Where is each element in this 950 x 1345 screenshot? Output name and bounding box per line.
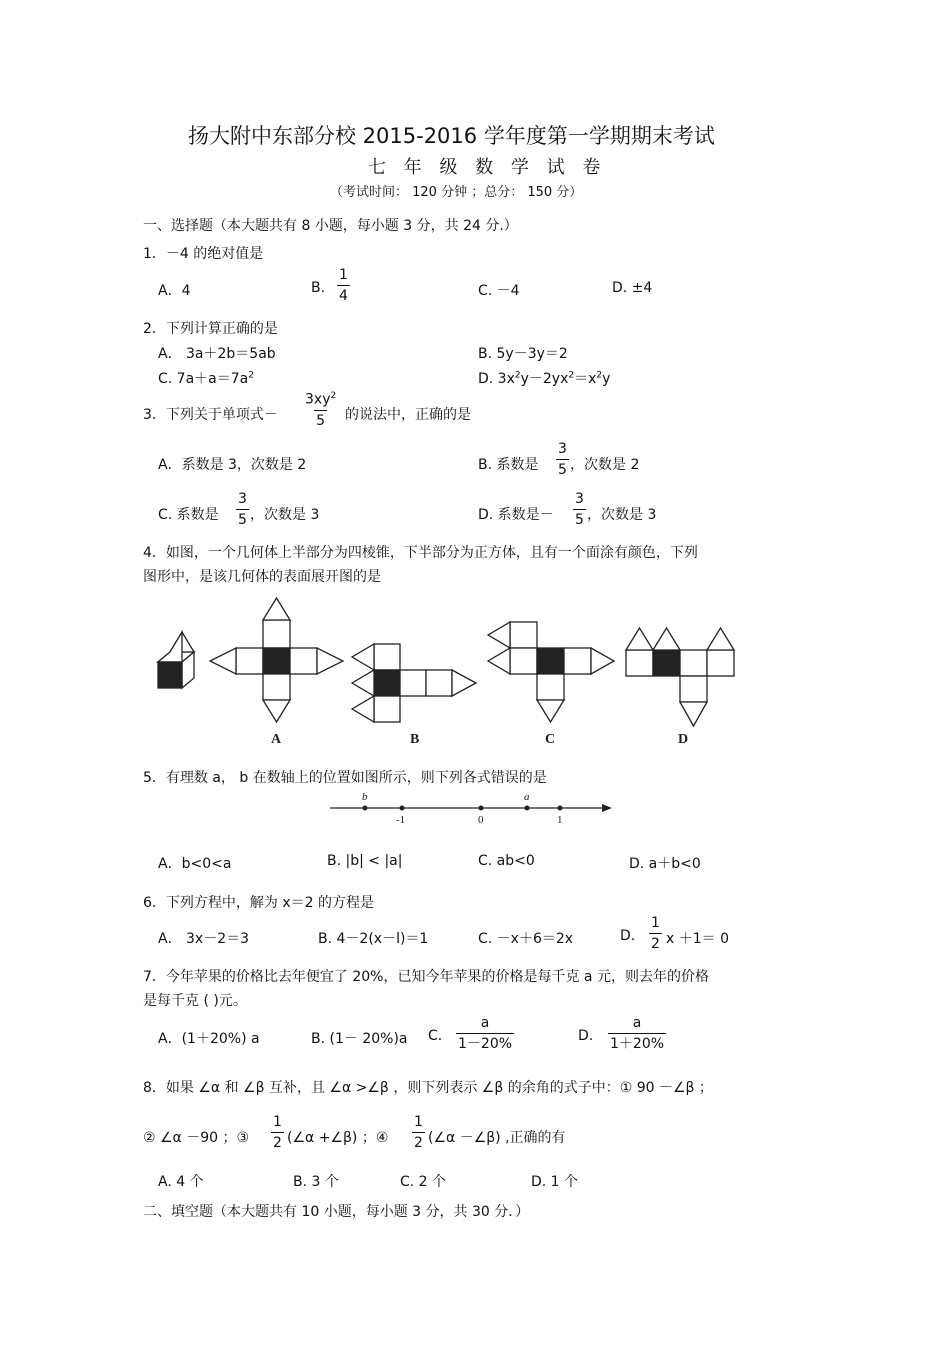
q8-option-d: D. 1 个 — [531, 1174, 579, 1190]
q2-option-a: A． 3a＋2b＝5ab — [158, 346, 276, 362]
exam-info: （考试时间： 120 分钟 ；总分： 150 分） — [330, 185, 583, 200]
q6-option-a: A． 3x－2＝3 — [158, 931, 250, 947]
q4-label-b: B — [410, 732, 420, 747]
q5-stem: 5．有理数 a， b 在数轴上的位置如图所示，则下列各式错误的是 — [143, 770, 547, 786]
q5-tick-one: 1 — [557, 814, 563, 826]
q4-stem-line1: 4．如图，一个几何体上半部分为四棱锥，下半部分为正方体，且有一个面涂有颜色，下列 — [143, 545, 698, 561]
q6-option-c: C. －x＋6＝2x — [478, 931, 574, 947]
q4-stem-line2: 图形中，是该几何体的表面展开图的是 — [143, 569, 381, 585]
q8-option-a: A. 4 个 — [158, 1174, 204, 1190]
q5-point-b-label: b — [362, 791, 368, 803]
q3-option-d-fraction: $\frac{3}{5}$ — [575, 491, 584, 528]
q6-option-d-equation: x ＋1＝ 0 — [666, 931, 729, 947]
q8-option-b: B. 3 个 — [293, 1174, 339, 1190]
q4-label-d: D — [678, 732, 689, 747]
q4-label-a: A — [271, 732, 282, 747]
q2-option-d: D. $3x^2y-2yx^2=x^2y$ — [478, 370, 611, 387]
q1-stem: 1．－4 的绝对值是 — [143, 246, 264, 262]
q3-option-b-fraction: $\frac{3}{5}$ — [558, 441, 567, 478]
q5-option-a: A．b<0<a — [158, 856, 232, 872]
q6-option-d: D. — [620, 928, 636, 944]
exam-title: 扬大附中东部分校 2015-2016 学年度第一学期期末考试 — [188, 124, 715, 148]
q5-number-line — [325, 788, 620, 828]
q8-stem-line2-end: (∠α －∠β) ,正确的有 — [428, 1130, 566, 1146]
q3-option-d-degree: ，次数是 3 — [587, 507, 657, 523]
q3-option-c-degree: ，次数是 3 — [250, 507, 320, 523]
q1-option-d: D. ±4 — [612, 280, 653, 296]
q1-option-a: A．4 — [158, 283, 191, 299]
q1-option-c: C. －4 — [478, 283, 520, 299]
q6-option-d-fraction: $\frac{1}{2}$ — [651, 915, 660, 952]
q7-stem-line2: 是每千克 ( )元。 — [143, 993, 247, 1009]
q3-stem-start: 3．下列关于单项式－ — [143, 407, 278, 423]
q8-stem-line2-start: ② ∠α －90 ；③ — [143, 1130, 250, 1146]
q8-fraction-3: $\frac{1}{2}$ — [273, 1114, 282, 1151]
q8-fraction-4: $\frac{1}{2}$ — [414, 1114, 423, 1151]
q3-monomial-fraction: $\frac{3xy^2}{5}$ — [305, 391, 337, 429]
q7-option-d: D. — [578, 1028, 594, 1044]
q4-solid-figure — [158, 632, 194, 688]
q1-option-b: B. — [311, 280, 326, 296]
q7-option-b: B. (1－ 20%)a — [311, 1031, 408, 1047]
q8-stem-line1: 8．如果 ∠α 和 ∠β 互补，且 ∠α >∠β ，则下列表示 ∠β 的余角的式子中：① 90 －∠β ； — [143, 1080, 713, 1096]
q3-stem-end: 的说法中，正确的是 — [345, 407, 471, 423]
q4-net-a — [210, 598, 343, 722]
q4-net-b — [352, 644, 476, 722]
q2-option-b: B. 5y－3y＝2 — [478, 346, 568, 362]
q4-label-c: C — [545, 732, 556, 747]
q5-option-b: B. |b| < |a| — [327, 853, 403, 869]
q3-option-a: A．系数是 3，次数是 2 — [158, 457, 307, 473]
q5-point-a-label: a — [524, 791, 530, 803]
q7-option-d-fraction: $\frac{a}{1+20\%}$ — [610, 1015, 665, 1052]
section-1-heading: 一、选择题（本大题共有 8 小题，每小题 3 分，共 24 分.） — [143, 218, 518, 234]
q4-net-d — [626, 628, 734, 726]
q7-option-c-fraction: $\frac{a}{1-20\%}$ — [458, 1015, 513, 1052]
q3-option-b: B. 系数是 — [478, 457, 539, 473]
q3-option-d: D. 系数是－ — [478, 507, 554, 523]
q7-option-c: C. — [428, 1028, 443, 1044]
q5-tick-zero: 0 — [478, 814, 484, 826]
q6-stem: 6．下列方程中，解为 x＝2 的方程是 — [143, 895, 374, 911]
q3-option-b-degree: ，次数是 2 — [570, 457, 640, 473]
q4-net-figures — [148, 590, 748, 752]
q2-option-c: C. $7a+a=7a^2$ — [158, 370, 254, 387]
q2-stem: 2．下列计算正确的是 — [143, 321, 278, 337]
q8-option-c: C. 2 个 — [400, 1174, 447, 1190]
section-2-heading: 二、填空题（本大题共有 10 小题，每小题 3 分，共 30 分．） — [143, 1204, 530, 1220]
q7-option-a: A．(1＋20%) a — [158, 1031, 260, 1047]
q5-tick-minus-one: -1 — [396, 814, 406, 826]
q4-net-c — [488, 622, 614, 722]
q3-option-c: C. 系数是 — [158, 507, 219, 523]
q1-fraction: $\frac{1}{4}$ — [339, 267, 348, 304]
q7-stem-line1: 7．今年苹果的价格比去年便宜了 20%，已知今年苹果的价格是每千克 a 元，则去年的价格 — [143, 969, 709, 985]
q8-stem-line2-mid: (∠α +∠β) ；④ — [287, 1130, 389, 1146]
q5-option-d: D. a＋b<0 — [629, 856, 701, 872]
exam-subtitle: 七 年 级 数 学 试 卷 — [368, 157, 607, 178]
q6-option-b: B. 4－2(x－l)＝1 — [318, 931, 429, 947]
q3-option-c-fraction: $\frac{3}{5}$ — [238, 491, 247, 528]
q5-option-c: C. ab<0 — [478, 853, 535, 869]
